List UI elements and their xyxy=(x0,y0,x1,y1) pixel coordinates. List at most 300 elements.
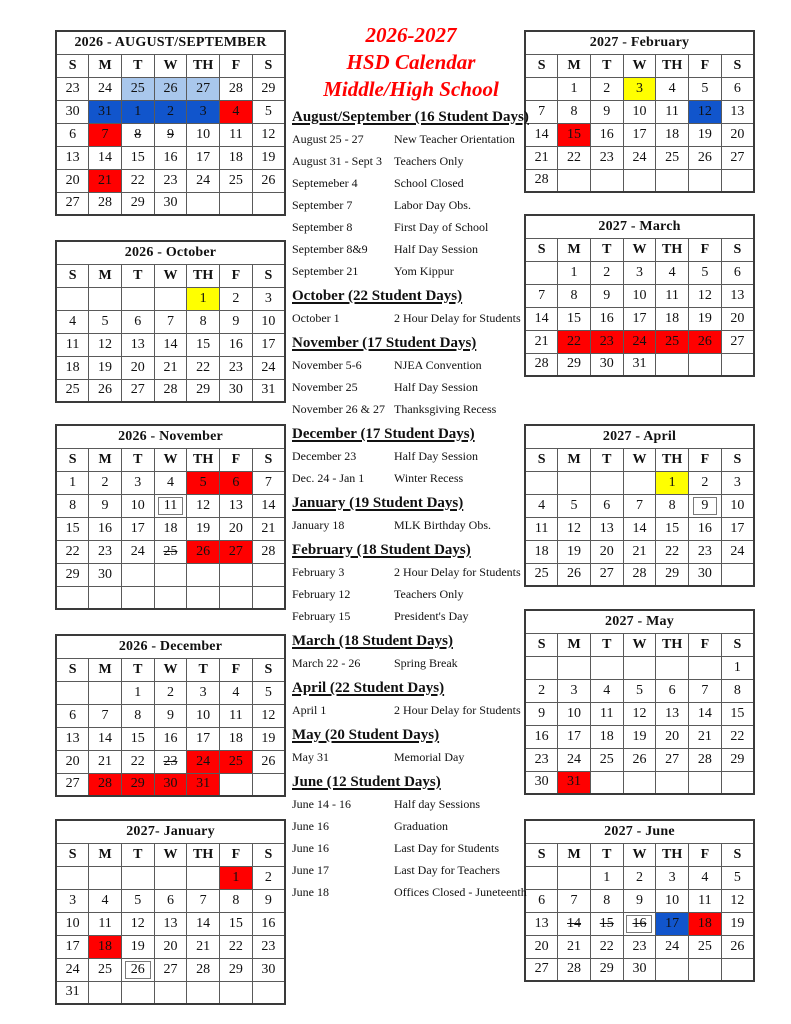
event-row xyxy=(292,150,530,172)
calendar-week-row xyxy=(56,333,285,356)
weekday-header: S xyxy=(252,448,285,471)
day-cell xyxy=(721,725,754,748)
day-number: 8 xyxy=(668,497,676,513)
day-cell xyxy=(56,379,89,402)
weekday-header: T xyxy=(590,633,623,656)
day-number: 19 xyxy=(567,543,582,559)
day-number: 16 xyxy=(599,310,614,326)
day-number: 20 xyxy=(65,172,80,188)
day-number: 3 xyxy=(134,474,142,490)
day-number: 9 xyxy=(693,497,717,515)
day-cell xyxy=(656,771,689,794)
day-cell xyxy=(220,192,253,215)
day-number: 4 xyxy=(69,313,77,329)
day-number: 22 xyxy=(228,938,243,954)
day-number: 17 xyxy=(567,728,582,744)
day-number: 19 xyxy=(130,938,145,954)
day-number: 21 xyxy=(632,543,647,559)
day-number: 28 xyxy=(534,172,549,188)
calendar-week-row xyxy=(56,123,285,146)
day-number: 18 xyxy=(665,126,680,142)
day-cell xyxy=(89,356,122,379)
day-number: 14 xyxy=(534,310,549,326)
event-date: November 5-6 xyxy=(292,357,362,372)
calendar-title-row xyxy=(525,610,754,633)
day-number: 6 xyxy=(166,892,174,908)
day-cell xyxy=(252,333,285,356)
day-number: 8 xyxy=(134,707,142,723)
calendar-title-row xyxy=(56,241,285,264)
day-cell xyxy=(89,727,122,750)
day-cell xyxy=(252,866,285,889)
weekday-header: T xyxy=(121,264,154,287)
day-number: 6 xyxy=(538,892,546,908)
day-number: 21 xyxy=(567,938,582,954)
day-cell xyxy=(89,681,122,704)
day-number: 15 xyxy=(599,915,614,931)
day-number: 22 xyxy=(599,938,614,954)
day-number: 22 xyxy=(196,359,211,375)
day-number: 20 xyxy=(228,520,243,536)
day-cell xyxy=(623,307,656,330)
month-section-heading xyxy=(292,287,530,305)
day-number: 27 xyxy=(163,961,178,977)
month-calendar-table xyxy=(524,424,755,587)
event-date: September 7 xyxy=(292,197,353,212)
weekday-header: F xyxy=(689,238,722,261)
day-cell xyxy=(623,679,656,702)
day-number: 14 xyxy=(163,336,178,352)
day-cell xyxy=(220,100,253,123)
day-cell xyxy=(56,169,89,192)
day-cell xyxy=(220,471,253,494)
day-cell xyxy=(656,958,689,981)
day-cell xyxy=(220,935,253,958)
day-cell xyxy=(590,100,623,123)
calendar-may-2027 xyxy=(524,609,755,795)
day-number: 18 xyxy=(534,543,549,559)
event-description: Last Day for Teachers xyxy=(394,862,500,877)
day-cell xyxy=(623,100,656,123)
event-row xyxy=(292,445,530,467)
day-number: 12 xyxy=(261,707,276,723)
calendar-week-row xyxy=(56,681,285,704)
month-section-heading xyxy=(292,773,530,791)
day-cell xyxy=(154,123,187,146)
calendar-week-row xyxy=(56,750,285,773)
month-section-heading-text: January (19 Student Days) xyxy=(292,495,464,511)
day-cell xyxy=(558,866,591,889)
day-number: 15 xyxy=(228,915,243,931)
day-cell xyxy=(656,725,689,748)
day-cell xyxy=(656,702,689,725)
calendar-week-row xyxy=(56,379,285,402)
day-cell xyxy=(220,310,253,333)
weekday-header: T xyxy=(187,658,220,681)
day-number: 26 xyxy=(196,543,211,559)
day-cell xyxy=(590,353,623,376)
day-number: 2 xyxy=(264,869,272,885)
day-cell xyxy=(623,517,656,540)
day-number: 17 xyxy=(196,730,211,746)
calendar-title: 2026 - November xyxy=(56,425,285,448)
day-number: 14 xyxy=(98,149,113,165)
weekday-header: T xyxy=(590,238,623,261)
calendar-title-row xyxy=(525,425,754,448)
weekday-header: M xyxy=(89,54,122,77)
day-cell xyxy=(154,958,187,981)
calendar-title-row xyxy=(56,820,285,843)
day-number: 27 xyxy=(196,80,211,96)
event-row xyxy=(292,172,530,194)
day-cell xyxy=(187,287,220,310)
day-cell xyxy=(220,517,253,540)
day-cell xyxy=(689,679,722,702)
day-cell xyxy=(623,771,656,794)
event-row xyxy=(292,354,530,376)
day-cell xyxy=(220,563,253,586)
day-number: 29 xyxy=(130,195,145,211)
calendar-week-row xyxy=(56,77,285,100)
day-number: 25 xyxy=(130,80,145,96)
calendar-week-row xyxy=(56,981,285,1004)
day-number: 15 xyxy=(730,705,745,721)
month-section-heading xyxy=(292,726,530,744)
day-cell xyxy=(121,287,154,310)
day-cell xyxy=(623,912,656,935)
calendar-week-row xyxy=(56,471,285,494)
day-cell xyxy=(689,889,722,912)
day-cell xyxy=(689,77,722,100)
day-cell xyxy=(187,100,220,123)
day-cell xyxy=(623,702,656,725)
day-cell xyxy=(56,77,89,100)
day-number: 16 xyxy=(163,149,178,165)
day-number: 6 xyxy=(69,707,77,723)
day-number: 21 xyxy=(98,753,113,769)
day-cell xyxy=(121,681,154,704)
day-cell xyxy=(89,287,122,310)
day-number: 12 xyxy=(130,915,145,931)
event-description: NJEA Convention xyxy=(394,357,482,372)
day-number: 26 xyxy=(163,80,178,96)
day-number: 29 xyxy=(196,382,211,398)
day-cell xyxy=(590,261,623,284)
month-section-heading-text: December (17 Student Days) xyxy=(292,426,475,442)
day-cell xyxy=(689,261,722,284)
calendar-title-row xyxy=(525,215,754,238)
day-cell xyxy=(623,123,656,146)
day-number: 11 xyxy=(98,915,112,931)
day-number: 23 xyxy=(534,751,549,767)
day-cell xyxy=(558,517,591,540)
calendar-week-row xyxy=(525,563,754,586)
day-number: 30 xyxy=(261,961,276,977)
calendar-week-row xyxy=(525,679,754,702)
day-number: 16 xyxy=(163,730,178,746)
calendar-week-row xyxy=(525,284,754,307)
weekday-header: F xyxy=(689,633,722,656)
weekday-header-row xyxy=(56,264,285,287)
month-calendar-table xyxy=(55,424,286,610)
day-cell xyxy=(220,681,253,704)
day-number: 23 xyxy=(697,543,712,559)
month-section-heading xyxy=(292,425,530,443)
day-cell xyxy=(56,517,89,540)
day-cell xyxy=(252,586,285,609)
calendar-week-row xyxy=(56,773,285,796)
weekday-header: S xyxy=(56,448,89,471)
day-cell xyxy=(187,146,220,169)
day-cell xyxy=(689,725,722,748)
day-cell xyxy=(689,471,722,494)
day-number: 15 xyxy=(65,520,80,536)
weekday-header: S xyxy=(721,54,754,77)
day-number: 20 xyxy=(599,543,614,559)
weekday-header: W xyxy=(154,448,187,471)
day-cell xyxy=(220,704,253,727)
day-cell xyxy=(89,379,122,402)
month-calendar-table xyxy=(524,609,755,795)
day-cell xyxy=(590,77,623,100)
day-number: 7 xyxy=(635,497,643,513)
event-description: Half Day Session xyxy=(394,448,478,463)
day-cell xyxy=(220,540,253,563)
day-number: 24 xyxy=(632,333,647,349)
day-number: 13 xyxy=(665,705,680,721)
day-cell xyxy=(121,563,154,586)
day-cell xyxy=(623,866,656,889)
day-cell xyxy=(220,123,253,146)
weekday-header: T xyxy=(590,54,623,77)
day-number: 19 xyxy=(697,310,712,326)
day-cell xyxy=(56,958,89,981)
day-number: 8 xyxy=(733,682,741,698)
day-cell xyxy=(187,704,220,727)
day-cell xyxy=(187,494,220,517)
day-cell xyxy=(220,287,253,310)
event-row xyxy=(292,837,530,859)
day-cell xyxy=(187,471,220,494)
calendar-week-row xyxy=(56,517,285,540)
day-cell xyxy=(590,889,623,912)
day-number: 2 xyxy=(166,684,174,700)
day-cell xyxy=(252,704,285,727)
weekday-header-row xyxy=(525,238,754,261)
weekday-header: S xyxy=(56,54,89,77)
day-number: 24 xyxy=(130,543,145,559)
day-cell xyxy=(558,748,591,771)
day-cell xyxy=(721,169,754,192)
day-number: 31 xyxy=(98,103,113,119)
calendar-title-row xyxy=(525,820,754,843)
day-number: 23 xyxy=(228,359,243,375)
day-number: 28 xyxy=(228,80,243,96)
day-number: 23 xyxy=(163,172,178,188)
calendar-week-row xyxy=(525,540,754,563)
event-description: Half Day Session xyxy=(394,379,478,394)
day-cell xyxy=(121,981,154,1004)
calendar-week-row xyxy=(525,656,754,679)
weekday-header: F xyxy=(220,54,253,77)
day-cell xyxy=(121,192,154,215)
day-cell xyxy=(623,725,656,748)
day-cell xyxy=(154,750,187,773)
day-cell xyxy=(56,494,89,517)
day-cell xyxy=(721,307,754,330)
day-cell xyxy=(689,540,722,563)
day-number: 15 xyxy=(567,310,582,326)
day-cell xyxy=(623,146,656,169)
day-number: 12 xyxy=(730,892,745,908)
calendar-week-row xyxy=(56,866,285,889)
event-date: June 16 xyxy=(292,840,329,855)
day-cell xyxy=(220,379,253,402)
day-cell xyxy=(721,563,754,586)
weekday-header: S xyxy=(525,843,558,866)
calendar-title: 2027 - April xyxy=(525,425,754,448)
day-cell xyxy=(89,517,122,540)
day-number: 25 xyxy=(665,333,680,349)
day-number: 24 xyxy=(632,149,647,165)
event-description: President's Day xyxy=(394,608,469,623)
day-cell xyxy=(89,100,122,123)
day-number: 28 xyxy=(697,751,712,767)
day-cell xyxy=(154,935,187,958)
day-number: 23 xyxy=(599,149,614,165)
day-cell xyxy=(558,330,591,353)
day-number: 28 xyxy=(567,961,582,977)
page-title-years: 2026-2027 xyxy=(365,23,457,47)
day-number: 7 xyxy=(199,892,207,908)
day-number: 22 xyxy=(730,728,745,744)
event-description: Yom Kippur xyxy=(394,263,454,278)
day-cell xyxy=(89,333,122,356)
day-cell xyxy=(656,935,689,958)
day-number: 16 xyxy=(534,728,549,744)
day-number: 27 xyxy=(665,751,680,767)
day-number: 28 xyxy=(534,356,549,372)
day-number: 27 xyxy=(65,195,80,211)
month-section-heading-text: March (18 Student Days) xyxy=(292,633,453,649)
day-cell xyxy=(121,750,154,773)
day-cell xyxy=(89,586,122,609)
day-number: 27 xyxy=(65,776,80,792)
day-cell xyxy=(187,586,220,609)
day-cell xyxy=(590,307,623,330)
event-description: Winter Recess xyxy=(394,470,464,485)
day-cell xyxy=(187,912,220,935)
day-cell xyxy=(721,748,754,771)
day-number: 13 xyxy=(65,149,80,165)
weekday-header: W xyxy=(623,238,656,261)
day-number: 4 xyxy=(668,80,676,96)
day-cell xyxy=(56,981,89,1004)
day-number: 10 xyxy=(130,497,145,513)
weekday-header: T xyxy=(590,448,623,471)
weekday-header: W xyxy=(623,633,656,656)
day-cell xyxy=(121,727,154,750)
day-cell xyxy=(187,981,220,1004)
day-number: 11 xyxy=(665,103,679,119)
day-cell xyxy=(590,702,623,725)
day-cell xyxy=(623,330,656,353)
day-number: 3 xyxy=(668,869,676,885)
day-cell xyxy=(590,958,623,981)
event-row xyxy=(292,561,530,583)
weekday-header-row xyxy=(56,448,285,471)
weekday-header: W xyxy=(154,658,187,681)
day-number: 1 xyxy=(603,869,611,885)
day-cell xyxy=(56,773,89,796)
month-section-heading-text: June (12 Student Days) xyxy=(292,774,441,790)
day-number: 7 xyxy=(166,313,174,329)
calendar-week-row xyxy=(525,123,754,146)
weekday-header: W xyxy=(623,448,656,471)
day-cell xyxy=(56,471,89,494)
calendar-week-row xyxy=(525,471,754,494)
weekday-header: W xyxy=(154,264,187,287)
day-number: 1 xyxy=(570,264,578,280)
day-cell xyxy=(656,889,689,912)
calendar-week-row xyxy=(56,540,285,563)
day-cell xyxy=(121,586,154,609)
day-cell xyxy=(121,889,154,912)
day-cell xyxy=(252,681,285,704)
day-cell xyxy=(721,540,754,563)
day-number: 10 xyxy=(632,287,647,303)
day-cell xyxy=(623,353,656,376)
day-cell xyxy=(154,287,187,310)
day-cell xyxy=(590,679,623,702)
day-cell xyxy=(121,471,154,494)
calendar-week-row xyxy=(56,958,285,981)
event-date: June 16 xyxy=(292,818,329,833)
day-number: 4 xyxy=(232,684,240,700)
event-date: May 31 xyxy=(292,749,329,764)
day-cell xyxy=(721,771,754,794)
day-number: 5 xyxy=(733,869,741,885)
day-number: 10 xyxy=(730,497,745,513)
day-cell xyxy=(656,123,689,146)
day-cell xyxy=(56,586,89,609)
day-number: 5 xyxy=(701,80,709,96)
day-number: 8 xyxy=(232,892,240,908)
day-cell xyxy=(220,866,253,889)
day-cell xyxy=(252,310,285,333)
day-cell xyxy=(558,494,591,517)
day-cell xyxy=(558,100,591,123)
day-cell xyxy=(721,935,754,958)
event-description: Half Day Session xyxy=(394,241,478,256)
weekday-header: W xyxy=(623,843,656,866)
day-cell xyxy=(590,656,623,679)
event-date: December 23 xyxy=(292,448,357,463)
day-cell xyxy=(689,866,722,889)
weekday-header: W xyxy=(154,54,187,77)
weekday-header: T xyxy=(121,658,154,681)
day-cell xyxy=(154,310,187,333)
day-number: 13 xyxy=(534,915,549,931)
day-number: 17 xyxy=(730,520,745,536)
weekday-header: TH xyxy=(656,54,689,77)
event-date: November 26 & 27 xyxy=(292,401,385,416)
day-number: 30 xyxy=(534,774,549,790)
day-cell xyxy=(187,935,220,958)
calendar-june-2027 xyxy=(524,819,755,982)
day-cell xyxy=(656,77,689,100)
event-row xyxy=(292,699,530,721)
